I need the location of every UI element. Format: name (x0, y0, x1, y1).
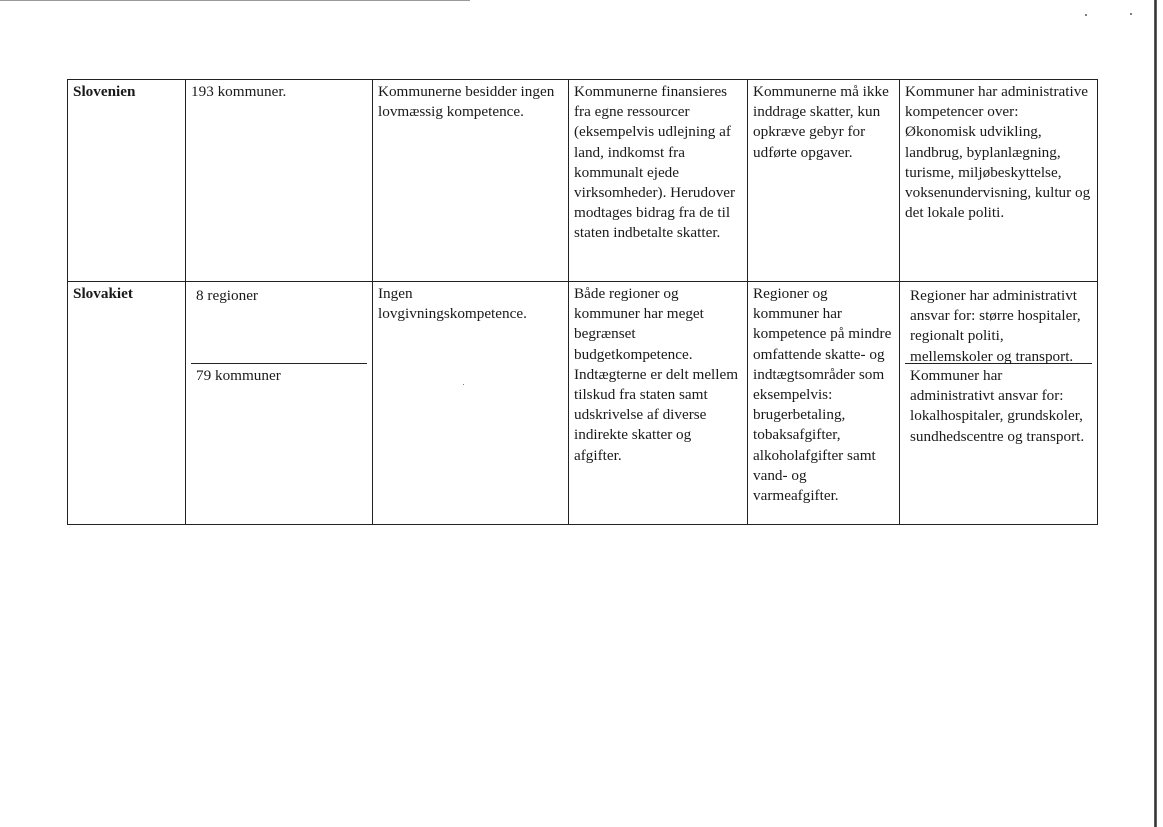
legislative-competence-cell: Kommunerne besidder ingen lovmæssig kompetence. (373, 80, 569, 282)
table-row-slovakiet (68, 282, 1098, 525)
legislative-competence-cell: Ingen lovgivningskompetence. (373, 282, 569, 525)
scan-speck (1130, 13, 1132, 15)
country-cell: Slovakiet (68, 282, 186, 525)
units-cell: 193 kommuner. (186, 80, 373, 282)
scan-right-edge-shadow (1154, 0, 1157, 827)
competence-subcell-regions: Regioner har administrativt ansvar for: større hospitaler, regionalt politi, mellemskoler og transport. (905, 284, 1092, 364)
administrative-competence-cell: Kommuner har administrative kompetencer over: Økonomisk udvikling, landbrug, byplanlægning, turisme, miljøbeskyttelse, voksenundervisning, kultur og det lokale politi. (900, 80, 1098, 282)
units-subcell-municipalities: 79 kommuner (196, 367, 281, 384)
financing-cell: Kommunerne finansieres fra egne ressourcer (eksempelvis udlejning af land, indkomst fra kommunalt ejede virksomheder). Herudover modtages bidrag fra de til staten indbetalte skatter. (569, 80, 748, 282)
competence-subcell-municipalities: Kommuner har administrativt ansvar for: lokalhospitaler, grundskoler, sundhedscentre og transport. (910, 367, 1085, 445)
units-cell (186, 282, 373, 525)
units-subcell-regions: 8 regioner (191, 284, 367, 364)
country-cell: Slovenien (68, 80, 186, 282)
taxation-cell: Kommunerne må ikke inddrage skatter, kun opkræve gebyr for udførte opgaver. (748, 80, 900, 282)
table-row-slovenien (68, 80, 1098, 282)
scan-top-edge-line (0, 0, 470, 1)
municipal-competence-table (67, 79, 1098, 525)
administrative-competence-cell (900, 282, 1098, 525)
taxation-cell: Regioner og kommuner har kompetence på mindre omfattende skatte- og indtægtsområder som eksempelvis: brugerbetaling, tobaksafgifter, alkoholafgifter samt vand- og varmeafgifter. (748, 282, 900, 525)
scan-speck (1085, 14, 1087, 16)
financing-cell: Både regioner og kommuner har meget begrænset budgetkompetence. Indtægterne er delt mellem tilskud fra staten samt udskrivelse af diverse indirekte skatter og afgifter. (569, 282, 748, 525)
